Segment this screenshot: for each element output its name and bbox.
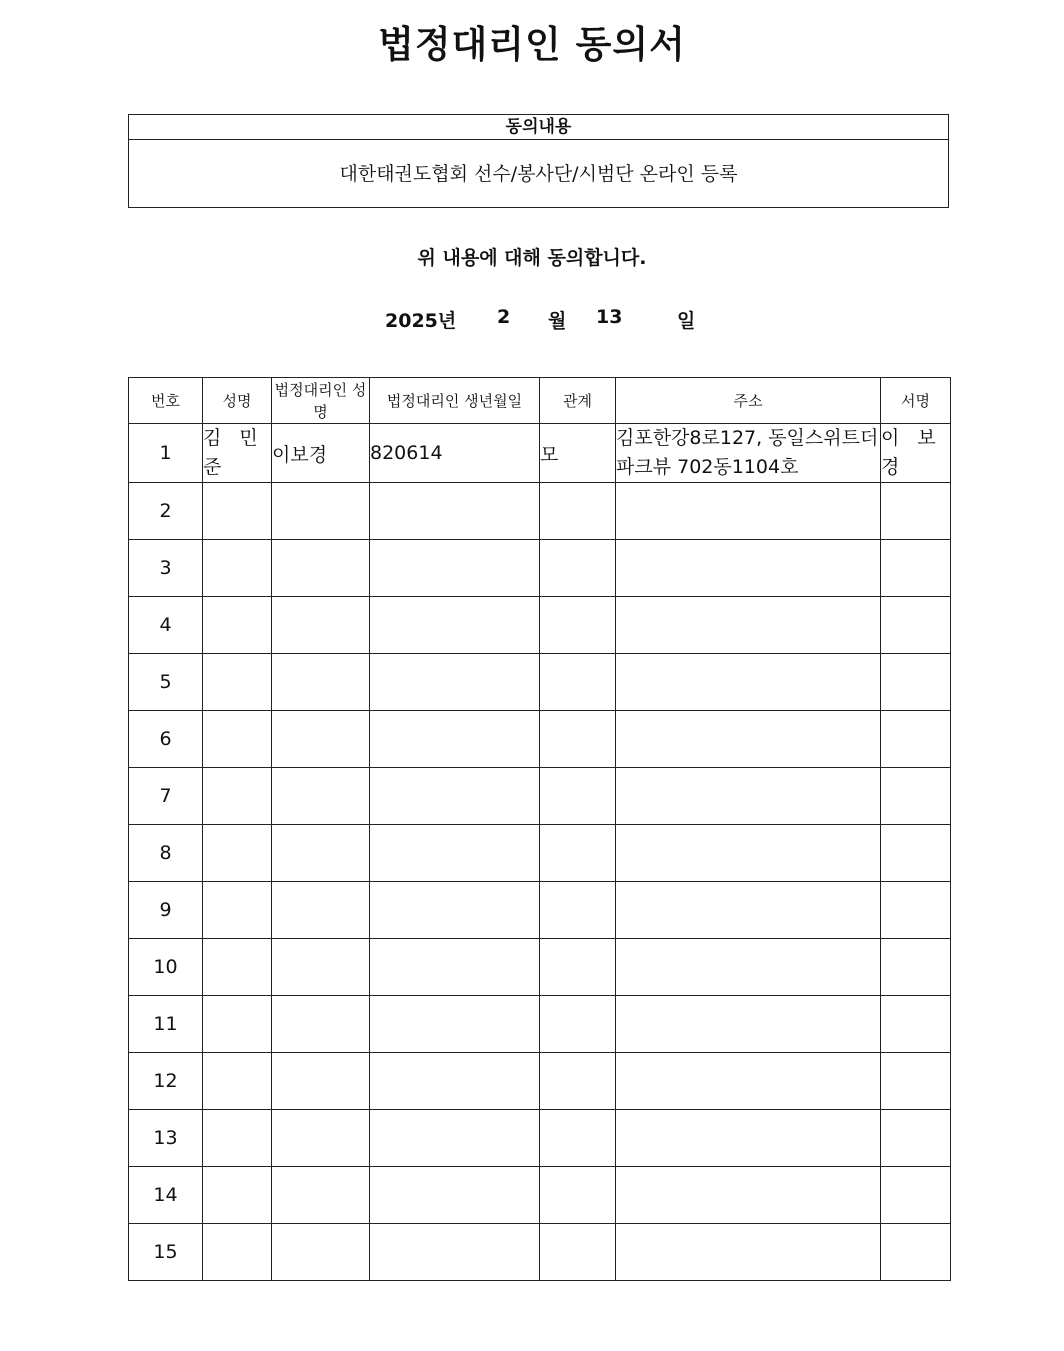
cell-guardian-birth: [370, 996, 540, 1053]
header-number: 번호: [129, 378, 203, 424]
cell-number: 6: [129, 711, 203, 768]
cell-guardian-birth: [370, 825, 540, 882]
cell-guardian-name: [272, 1110, 370, 1167]
cell-guardian-name: [272, 1053, 370, 1110]
date-year: 2025년: [385, 310, 457, 332]
table-row: [129, 939, 951, 996]
header-name: 성명: [203, 378, 272, 424]
cell-name: [203, 1167, 272, 1224]
cell-address: [616, 825, 881, 882]
cell-signature: [881, 1167, 951, 1224]
cell-relation: 모: [540, 424, 616, 483]
cell-guardian-name: [272, 882, 370, 939]
date-month: 2: [497, 306, 511, 328]
cell-name: [203, 540, 272, 597]
table-row: [129, 540, 951, 597]
cell-name: [203, 939, 272, 996]
cell-number: 1: [129, 424, 203, 483]
cell-relation: [540, 711, 616, 768]
cell-guardian-name: [272, 597, 370, 654]
cell-name: [203, 483, 272, 540]
cell-name: [203, 996, 272, 1053]
cell-guardian-birth: [370, 540, 540, 597]
cell-relation: [540, 597, 616, 654]
cell-address: [616, 939, 881, 996]
cell-relation: [540, 996, 616, 1053]
cell-number: 11: [129, 996, 203, 1053]
cell-guardian-birth: [370, 939, 540, 996]
cell-relation: [540, 1053, 616, 1110]
cell-relation: [540, 882, 616, 939]
cell-number: 10: [129, 939, 203, 996]
cell-signature: [881, 996, 951, 1053]
cell-guardian-birth: [370, 768, 540, 825]
cell-signature: [881, 825, 951, 882]
cell-number: 12: [129, 1053, 203, 1110]
cell-address: [616, 540, 881, 597]
cell-signature: [881, 540, 951, 597]
cell-name: [203, 1053, 272, 1110]
cell-number: 5: [129, 654, 203, 711]
date-day-label: 일: [677, 310, 696, 332]
guardian-table: [128, 377, 951, 1281]
cell-number: 2: [129, 483, 203, 540]
cell-relation: [540, 1110, 616, 1167]
cell-relation: [540, 540, 616, 597]
cell-guardian-birth: 820614: [370, 424, 540, 483]
page-title: 법정대리인 동의서: [378, 23, 686, 66]
header-guardian-name: 법정대리인 성명: [272, 378, 370, 424]
table-row: [129, 597, 951, 654]
cell-number: 7: [129, 768, 203, 825]
cell-address: [616, 711, 881, 768]
cell-number: 3: [129, 540, 203, 597]
cell-address: [616, 597, 881, 654]
cell-guardian-name: [272, 540, 370, 597]
table-row: [129, 768, 951, 825]
cell-number: 8: [129, 825, 203, 882]
cell-address: [616, 1224, 881, 1281]
agreement-statement: 위 내용에 대해 동의합니다.: [417, 247, 647, 269]
cell-signature: [881, 1110, 951, 1167]
cell-guardian-name: [272, 483, 370, 540]
cell-address: 김포한강8로127, 동일스위트더파크뷰 702동1104호: [616, 424, 881, 483]
cell-guardian-birth: [370, 597, 540, 654]
table-header-row: [129, 378, 951, 424]
table-row: [129, 424, 951, 483]
cell-number: 14: [129, 1167, 203, 1224]
cell-relation: [540, 1224, 616, 1281]
cell-signature: [881, 483, 951, 540]
cell-signature: [881, 939, 951, 996]
cell-guardian-birth: [370, 1224, 540, 1281]
cell-address: [616, 483, 881, 540]
cell-name: [203, 1110, 272, 1167]
date-line: [0, 306, 1064, 334]
cell-relation: [540, 654, 616, 711]
cell-guardian-name: [272, 768, 370, 825]
cell-address: [616, 882, 881, 939]
cell-guardian-name: [272, 1167, 370, 1224]
cell-signature: [881, 711, 951, 768]
cell-name: [203, 768, 272, 825]
table-row: [129, 711, 951, 768]
cell-address: [616, 768, 881, 825]
consent-content-header: 동의내용: [129, 115, 948, 140]
table-row: [129, 483, 951, 540]
cell-guardian-birth: [370, 711, 540, 768]
cell-address: [616, 1167, 881, 1224]
cell-guardian-birth: [370, 483, 540, 540]
cell-relation: [540, 768, 616, 825]
table-row: [129, 1053, 951, 1110]
table-row: [129, 1110, 951, 1167]
cell-guardian-name: 이보경: [272, 424, 370, 483]
cell-name: [203, 711, 272, 768]
table-row: [129, 1224, 951, 1281]
header-address: 주소: [616, 378, 881, 424]
cell-relation: [540, 939, 616, 996]
cell-address: [616, 654, 881, 711]
cell-number: 4: [129, 597, 203, 654]
table-row: [129, 882, 951, 939]
cell-address: [616, 1110, 881, 1167]
cell-name: [203, 654, 272, 711]
header-guardian-birth: 법정대리인 생년월일: [370, 378, 540, 424]
cell-name: [203, 825, 272, 882]
cell-guardian-birth: [370, 1053, 540, 1110]
cell-name: [203, 882, 272, 939]
cell-signature: [881, 1053, 951, 1110]
cell-signature: [881, 597, 951, 654]
cell-signature: [881, 768, 951, 825]
header-signature: 서명: [881, 378, 951, 424]
cell-number: 13: [129, 1110, 203, 1167]
cell-guardian-birth: [370, 882, 540, 939]
cell-relation: [540, 483, 616, 540]
cell-relation: [540, 1167, 616, 1224]
cell-guardian-name: [272, 654, 370, 711]
cell-address: [616, 996, 881, 1053]
date-month-label: 월: [548, 310, 567, 332]
cell-name: 김 민 준: [203, 424, 272, 483]
cell-name: [203, 1224, 272, 1281]
cell-signature: [881, 1224, 951, 1281]
table-row: [129, 996, 951, 1053]
cell-signature: [881, 882, 951, 939]
table-row: [129, 825, 951, 882]
table-row: [129, 1167, 951, 1224]
consent-content-box: [128, 114, 949, 208]
consent-content-body: 대한태권도협회 선수/봉사단/시범단 온라인 등록: [339, 163, 738, 185]
date-day: 13: [596, 306, 623, 328]
cell-guardian-name: [272, 825, 370, 882]
cell-relation: [540, 825, 616, 882]
cell-guardian-name: [272, 711, 370, 768]
cell-name: [203, 597, 272, 654]
cell-signature: [881, 654, 951, 711]
cell-number: 9: [129, 882, 203, 939]
cell-signature: 이 보 경: [881, 424, 951, 483]
header-relation: 관계: [540, 378, 616, 424]
cell-guardian-birth: [370, 1167, 540, 1224]
cell-number: 15: [129, 1224, 203, 1281]
cell-guardian-name: [272, 996, 370, 1053]
cell-guardian-name: [272, 939, 370, 996]
cell-guardian-name: [272, 1224, 370, 1281]
cell-address: [616, 1053, 881, 1110]
table-row: [129, 654, 951, 711]
cell-guardian-birth: [370, 1110, 540, 1167]
cell-guardian-birth: [370, 654, 540, 711]
